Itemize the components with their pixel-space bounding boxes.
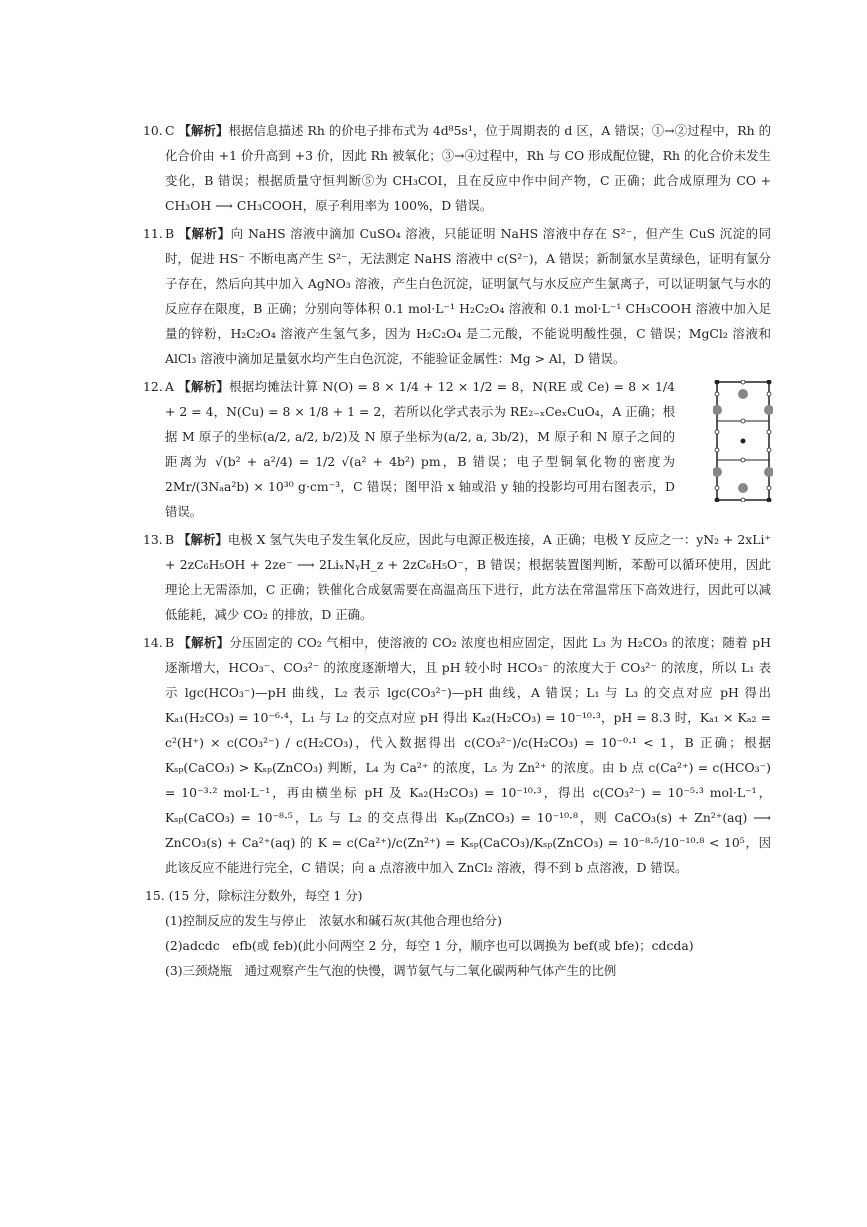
answer-letter: A [165, 379, 174, 394]
question-11 [145, 221, 771, 371]
question-number: 12. [143, 379, 163, 394]
question-15 [145, 883, 771, 983]
question-number: 11. [143, 226, 163, 241]
answer-letter: B [165, 226, 175, 241]
analysis-tag: 【解析】 [178, 226, 231, 241]
analysis-text: 向 NaHS 溶液中滴加 CuSO₄ 溶液，只能证明 NaHS 溶液中存在 S²⁻，但产生 CuS 沉淀的同时，促进 HS⁻ 不断电离产生 S²⁻，无法测定 NaHS 溶液中 c(S²⁻)，A 错误；新制氯水呈黄绿色，证明有氯分子存在，然后向其中加入 AgNO₃ 溶液，产生白色沉淀，证明氯气与水反应产生氯离子，可以证明氯气与水的反应存在限度，B 正确；分别向等体积 0.1 mol·L⁻¹ H₂C₂O₄ 溶液和 0.1 mol·L⁻¹ CH₃COOH 溶液中加入足量的锌粉，H₂C₂O₄ 溶液产生氢气多，因为 H₂C₂O₄ 是二元酸，不能说明酸性强，C 错误；MgCl₂ 溶液和 AlCl₃ 溶液中滴加足量氨水均产生白色沉淀，不能验证金属性：Mg > Al，D 错误。 [165, 226, 771, 366]
analysis-text: 根据均摊法计算 N(O) = 8 × 1/4 + 12 × 1/2 = 8，N(RE 或 Ce) = 8 × 1/4 + 2 = 4，N(Cu) = 8 × 1/8 + 1 = 2，若所以化学式表示为 RE₂₋ₓCeₓCuO₄，A 正确；根据 M 原子的坐标(a/2, a/2, b/2)及 N 原子坐标为(a/2, a, 3b/2)，M 原子和 N 原子之间的距离为 √(b² + a²/4) = 1/2 √(a² + 4b²) pm，B 错误；电子型铜氧化物的密度为 2Mr/(3Nₐa²b) × 10³⁰ g·cm⁻³，C 错误；图甲沿 x 轴或沿 y 轴的投影均可用右图表示，D 错误。 [165, 379, 675, 519]
question-14 [145, 630, 771, 880]
question-15-part-2: (2)adcdc efb(或 feb)(此小问两空 2 分，每空 1 分，顺序也可以调换为 bef(或 bfe)；cdcda) [165, 938, 694, 953]
question-number: 13. [143, 532, 163, 547]
analysis-tag: 【解析】 [178, 123, 229, 138]
question-10 [145, 118, 771, 218]
crystal-projection-diagram [713, 380, 773, 502]
analysis-tag: 【解析】 [178, 379, 230, 394]
analysis-tag: 【解析】 [178, 635, 230, 650]
answer-letter: B [165, 532, 175, 547]
analysis-text: 分压固定的 CO₂ 气相中，使溶液的 CO₂ 浓度也相应固定，因此 L₃ 为 H₂CO₃ 的浓度；随着 pH 逐渐增大，HCO₃⁻、CO₃²⁻ 的浓度逐渐增大，且 pH 较小时 HCO₃⁻ 的浓度大于 CO₃²⁻ 的浓度，所以 L₁ 表示 lgc(HCO₃⁻)—pH 曲线，L₂ 表示 lgc(CO₃²⁻)—pH 曲线，A 错误；L₁ 与 L₃ 的交点对应 pH 得出 Kₐ₁(H₂CO₃) = 10⁻⁶·⁴，L₁ 与 L₂ 的交点对应 pH 得出 Kₐ₂(H₂CO₃) = 10⁻¹⁰·³，pH = 8.3 时，Kₐ₁ × Kₐ₂ = c²(H⁺) × c(CO₃²⁻) / c(H₂CO₃)，代入数据得出 c(CO₃²⁻)/c(H₂CO₃) = 10⁻⁰·¹ < 1，B 正确；根据 Kₛₚ(CaCO₃) > Kₛₚ(ZnCO₃) 判断，L₄ 为 Ca²⁺ 的浓度，L₅ 为 Zn²⁺ 的浓度。由 b 点 c(Ca²⁺) = c(HCO₃⁻) = 10⁻³·² mol·L⁻¹，再由横坐标 pH 及 Kₐ₂(H₂CO₃) = 10⁻¹⁰·³，得出 c(CO₃²⁻) = 10⁻⁵·³ mol·L⁻¹，Kₛₚ(CaCO₃) = 10⁻⁸·⁵，L₅ 与 L₂ 的交点得出 Kₛₚ(ZnCO₃) = 10⁻¹⁰·⁸，则 CaCO₃(s) + Zn²⁺(aq) ⟶ ZnCO₃(s) + Ca²⁺(aq) 的 K = c(Ca²⁺)/c(Zn²⁺) = Kₛₚ(CaCO₃)/Kₛₚ(ZnCO₃) = 10⁻⁸·⁵/10⁻¹⁰·⁸ < 10⁵，因此该反应不能进行完全，C 错误；向 a 点溶液中加入 ZnCl₂ 溶液，得不到 b 点溶液，D 错误。 [165, 635, 771, 875]
analysis-text: 根据信息描述 Rh 的价电子排布式为 4d⁸5s¹，位于周期表的 d 区，A 错误；①→②过程中，Rh 的化合价由 +1 价升高到 +3 价，因此 Rh 被氧化；③→④过程中，Rh 与 CO 形成配位键，Rh 的化合价未发生变化，B 错误；根据质量守恒判断⑤为 CH₃COI，且在反应中作中间产物，C 正确；此合成原理为 CO + CH₃OH ⟶ CH₃COOH，原子利用率为 100%，D 错误。 [165, 123, 771, 213]
answer-letter: B [165, 635, 175, 650]
question-13 [145, 527, 771, 627]
question-number: 10. [143, 123, 163, 138]
question-15-heading: 15. (15 分，除标注分数外，每空 1 分) [145, 888, 363, 903]
analysis-tag: 【解析】 [178, 532, 228, 547]
question-number: 14. [143, 635, 163, 650]
answer-letter: C [165, 123, 175, 138]
question-15-part-3: (3)三颈烧瓶 通过观察产生气泡的快慢，调节氨气与二氧化碳两种气体产生的比例 [165, 963, 617, 978]
analysis-text: 电极 X 氢气失电子发生氧化反应，因此与电源正极连接，A 正确；电极 Y 反应之一：yN₂ + 2xLi⁺ + 2zC₆H₅OH + 2ze⁻ ⟶ 2LiₓNᵧH_z + 2zC₆H₅O⁻，B 错误；根据装置图判断，苯酚可以循环使用，因此理论上无需添加，C 正确；铁催化合成氨需要在高温高压下进行，此方法在常温常压下高效进行，因此可以减低能耗，减少 CO₂ 的排放，D 正确。 [165, 532, 771, 622]
question-12 [145, 374, 771, 524]
question-15-part-1: (1)控制反应的发生与停止 浓氨水和碱石灰(其他合理也给分) [165, 913, 502, 928]
